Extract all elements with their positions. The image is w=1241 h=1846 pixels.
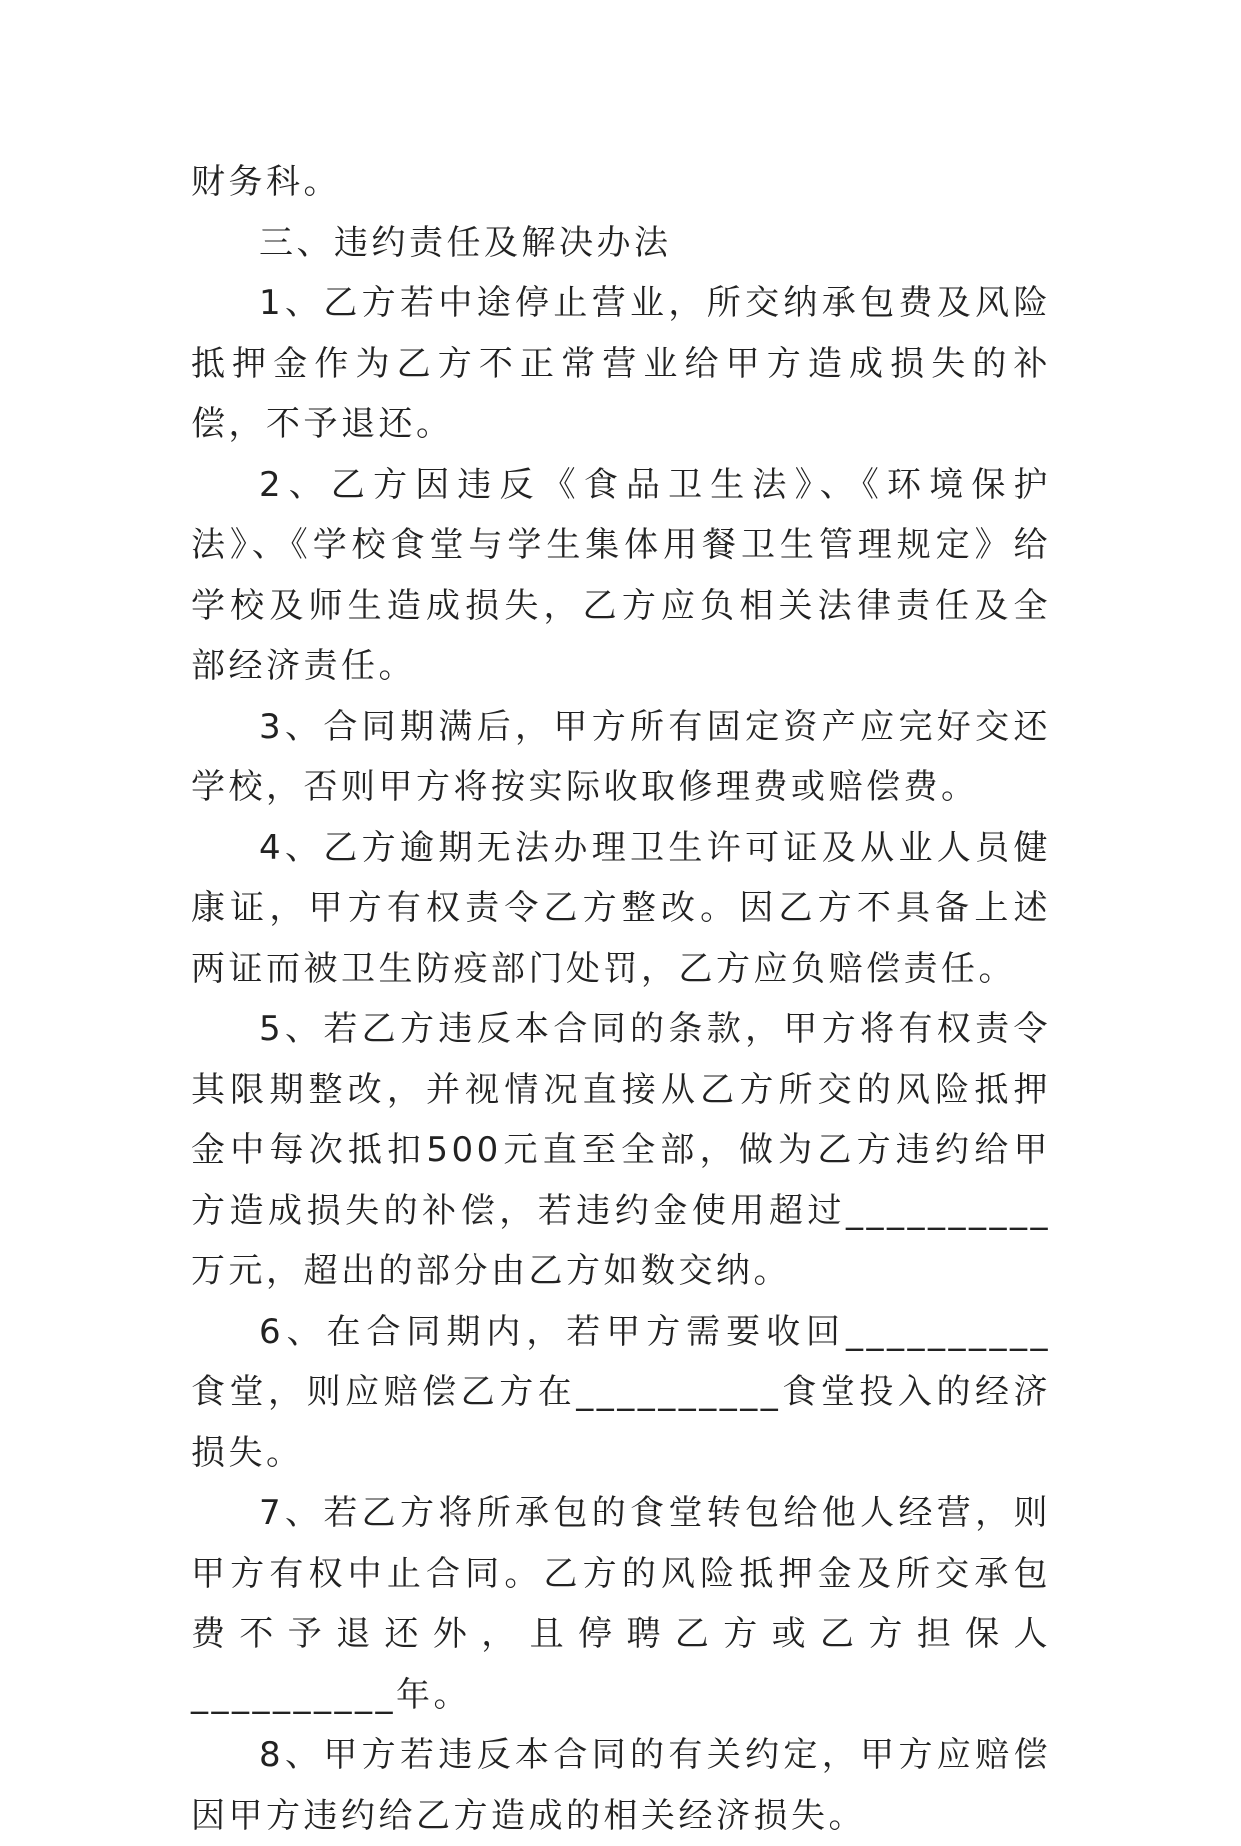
clause-6: 6、在合同期内，若甲方需要收回__________食堂，则应赔偿乙方在__________食堂投入的经济损失。 bbox=[191, 1311, 1051, 1473]
clause-4: 4、乙方逾期无法办理卫生许可证及从业人员健康证，甲方有权责令乙方整改。因乙方不具备上述两证而被卫生防疫部门处罚，乙方应负赔偿责任。 bbox=[191, 827, 1051, 989]
clause-7: 7、若乙方将所承包的食堂转包给他人经营，则甲方有权中止合同。乙方的风险抵押金及所交承包费不予退还外，且停聘乙方或乙方担保人__________年。 bbox=[191, 1493, 1051, 1715]
section-heading: 三、违约责任及解决办法 bbox=[259, 222, 672, 263]
clause-5: 5、若乙方违反本合同的条款，甲方将有权责令其限期整改，并视情况直接从乙方所交的风险抵押金中每次抵扣500元直至全部，做为乙方违约给甲方造成损失的补偿，若违约金使用超过__________万元，超出的部分由乙方如数交纳。 bbox=[191, 1009, 1051, 1291]
clause-1: 1、乙方若中途停止营业，所交纳承包费及风险抵押金作为乙方不正常营业给甲方造成损失的补偿，不予退还。 bbox=[191, 283, 1051, 444]
clause-2: 2、乙方因违反《食品卫生法》、《环境保护法》、《学校食堂与学生集体用餐卫生管理规定》给学校及师生造成损失，乙方应负相关法律责任及全部经济责任。 bbox=[191, 464, 1051, 686]
clause-3: 3、合同期满后，甲方所有固定资产应完好交还学校，否则甲方将按实际收取修理费或赔偿费。 bbox=[191, 706, 1051, 807]
paragraph-continuation: 财务科。 bbox=[191, 162, 341, 202]
document-body bbox=[191, 152, 1051, 1846]
clause-8: 8、甲方若违反本合同的有关约定，甲方应赔偿因甲方违约给乙方造成的相关经济损失。 bbox=[191, 1735, 1051, 1836]
